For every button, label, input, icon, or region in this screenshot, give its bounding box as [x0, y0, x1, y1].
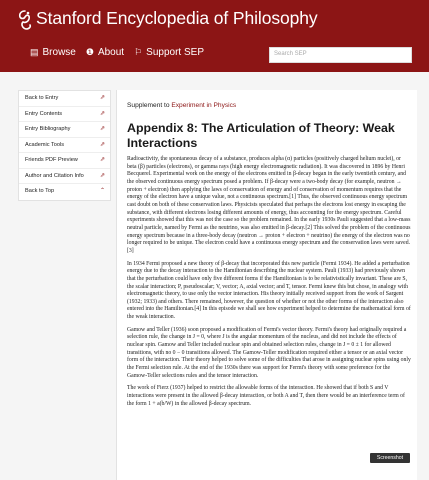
supplement-line — [127, 102, 236, 109]
book-icon: ▤ — [30, 47, 39, 57]
external-link-icon: ⇗ — [99, 157, 105, 163]
external-link-icon: ⇗ — [99, 141, 105, 148]
search-input[interactable]: Search SEP — [269, 47, 412, 63]
sidebar-item-back-to-top[interactable] — [19, 184, 110, 200]
supplement-prefix: Supplement to — [127, 102, 172, 109]
chevron-up-icon: ⌃ — [99, 188, 105, 194]
nav-browse[interactable] — [30, 47, 76, 58]
external-link-icon: ⇗ — [99, 110, 105, 117]
article-body — [127, 156, 411, 413]
site-header — [0, 0, 429, 72]
sidebar-item-label: Entry Contents — [25, 110, 62, 117]
sidebar-item-label: Friends PDF Preview — [25, 157, 78, 163]
sidebar-item-entry-bibliography[interactable] — [19, 122, 110, 138]
nav-support-label: Support SEP — [146, 47, 204, 58]
site-title[interactable]: Stanford Encyclopedia of Philosophy — [36, 8, 318, 28]
sidebar-item-label: Academic Tools — [25, 141, 65, 148]
screenshot-tooltip: Screenshot — [370, 453, 410, 463]
sidebar-item-label: Back to Top — [25, 188, 55, 194]
sidebar-item-label: Author and Citation Info — [25, 172, 84, 179]
support-icon: ⚐ — [134, 47, 143, 57]
nav-about-label: About — [97, 47, 125, 58]
info-icon: ❶ — [85, 47, 94, 57]
nav-browse-label: Browse — [42, 47, 76, 58]
sidebar-item-author-citation-info[interactable] — [19, 169, 110, 185]
sidebar-item-academic-tools[interactable] — [19, 138, 110, 154]
entry-sidebar — [18, 90, 111, 201]
sidebar-item-back-to-entry[interactable] — [19, 91, 110, 107]
main-content — [116, 90, 417, 480]
sidebar-item-friends-pdf-preview[interactable] — [19, 153, 110, 169]
sidebar-item-label: Entry Bibliography — [25, 126, 71, 132]
paragraph: The work of Fierz (1937) helped to restrict the allowable forms of the interaction. He showed that if both S and V interactions were present in the allowed β-decay interaction, or both A and T, then there would be an interference term of the form 1 + a(b/W) in the allowed β-decay spectrum. — [127, 385, 405, 407]
page-title: Appendix 8: The Articulation of Theory: Weak Interactions — [127, 121, 395, 150]
external-link-icon: ⇗ — [99, 95, 105, 101]
sidebar-item-label: Back to Entry — [25, 95, 59, 101]
paragraph: Gamow and Teller (1936) soon proposed a modification of Fermi's vector theory. Fermi's theory had originally required a selection rule, the change in J = 0, where J is the angular momentum of the nucleus, and did not include the effects of nuclear spin. Gamow and Teller included nuclear spin and obtained selection rules, change in J = 0 ± 1 for allowed transitions, with no 0 − 0 transitions allowed. The Gamow-Teller modification required either a tensor or an axial vector form of the interaction. Their theory helped to solve some of the difficulties that arose in assigning nuclear spins using only the Fermi selection rule. At the end of the 1930s there was support for Fermi's theory with some preference for the Gamow-Teller selections rules and the tensor interaction. — [127, 326, 411, 379]
sidebar-item-entry-contents[interactable] — [19, 107, 110, 123]
external-link-icon: ⇗ — [99, 172, 105, 179]
main-nav — [30, 47, 204, 58]
paragraph: Radioactivity, the spontaneous decay of a substance, produces alpha (α) particles (positively charged helium nuclei), or beta (β) particles (electrons), or gamma rays (high energy electromagnetic radiation). It was discovered in 1896 by Henri Becquerel. Experimental work on the energy of the electrons emitted in β-decay began in the early twentieth century, and the observed continuous energy spectrum posed a problem. If β-decay were a two-body decay (for example, neutron → proton + electron) then applying the laws of conservation of energy and of conservation of momentum requires that the energy of the electron have a unique value, not a continuous spectrum.[1] Thus, the observed continuous energy spectrum cast doubt on both of these conservation laws. Physicists speculated that perhaps the electrons lost energy in escaping the substance, with different electrons losing different amounts of energy, thus accounting for the energy spectrum. Careful experiments showed that this was not the case so the problem remained. In the early 1930s Pauli suggested that a low-mass neutral particle, named by Fermi as the neutrino, was also emitted in β-decay.[2] This solved the problem of the continuous energy spectrum because in a three-body decay (neutron → proton + electron + neutrino) the energy of the electron was no longer required to be unique. The electron could have a continuous energy spectrum and the conservation laws were saved.[3] — [127, 156, 411, 254]
supplement-link[interactable]: Experiment in Physics — [171, 102, 237, 109]
paragraph: In 1934 Fermi proposed a new theory of β-decay that incorporated this new particle (Fermi 1934). He added a perturbation energy due to the decay interaction to the Hamiltonian describing the nuclear system. Pauli (1933) had previously shown that the perturbation could have only five different forms if the Hamiltonian is to be relativistically invariant. These are S, the scalar interaction; P, pseudoscalar; V, vector; A, axial vector; and T, tensor. Fermi knew this but chose, in analogy with electromagnetic theory, to use only the vector interaction. His theory initially received support from the work of Sargent (1932; 1933) and others. There remained, however, the question of whether or not the other forms of the interaction also entered into the Hamiltonian.[4] In this episode we shall see how experiment helped to determine the mathematical form of the weak interaction. — [127, 260, 411, 321]
nav-about[interactable] — [86, 47, 124, 58]
sep-logo-icon[interactable] — [18, 10, 32, 30]
nav-support[interactable] — [134, 47, 204, 58]
external-link-icon: ⇗ — [99, 126, 105, 132]
